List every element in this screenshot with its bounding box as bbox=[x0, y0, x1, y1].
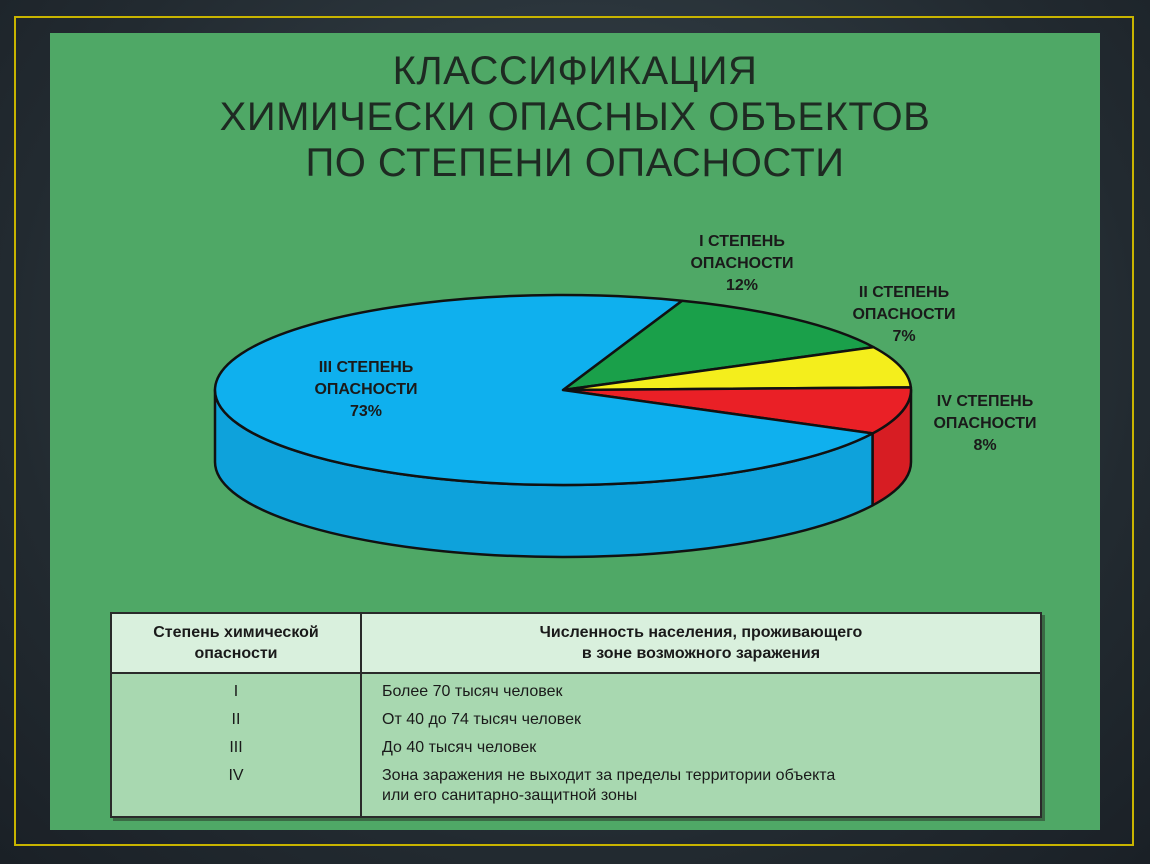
pie-label-2 bbox=[852, 284, 955, 345]
pie-label-1 bbox=[690, 233, 793, 294]
degree-cell: I bbox=[233, 683, 239, 700]
header-degree bbox=[112, 614, 361, 673]
population-cell: Более 70 тысяч человек bbox=[382, 683, 563, 700]
pie-label-3 bbox=[933, 393, 1036, 454]
population-cell bbox=[382, 762, 1040, 806]
pie-label-line: III СТЕПЕНЬ bbox=[318, 359, 414, 376]
degree-column bbox=[112, 673, 361, 816]
pie-label-line: ОПАСНОСТИ bbox=[314, 381, 418, 398]
degree-cell: IV bbox=[228, 767, 244, 784]
degree-cell: III bbox=[229, 739, 243, 756]
title-line-2: ХИМИЧЕСКИ ОПАСНЫХ ОБЪЕКТОВ bbox=[219, 95, 931, 139]
pie-label-line: 73% bbox=[349, 403, 383, 420]
population-column bbox=[361, 673, 1040, 816]
pie-label-line: I СТЕПЕНЬ bbox=[699, 233, 785, 250]
pie-label-line: ОПАСНОСТИ bbox=[933, 415, 1037, 432]
population-cell-line-2: или его санитарно-защитной зоны bbox=[382, 787, 638, 804]
pie-label-line: ОПАСНОСТИ bbox=[852, 306, 956, 323]
pie-label-line: 8% bbox=[973, 437, 997, 454]
population-cell-line-1: Зона заражения не выходит за пределы территории объекта bbox=[382, 767, 836, 784]
pie-label-line: 7% bbox=[892, 328, 916, 345]
header-degree-line-1: Степень химической bbox=[153, 624, 319, 641]
title-line-3: ПО СТЕПЕНИ ОПАСНОСТИ bbox=[305, 141, 845, 185]
header-population-line-1: Численность населения, проживающего bbox=[539, 624, 863, 641]
header-population bbox=[361, 614, 1040, 673]
pie-label-line: IV СТЕПЕНЬ bbox=[936, 393, 1034, 410]
pie-label-line: II СТЕПЕНЬ bbox=[858, 284, 950, 301]
degree-cell: II bbox=[231, 711, 241, 728]
hazard-table bbox=[110, 612, 1042, 818]
header-population-line-2: в зоне возможного заражения bbox=[581, 645, 821, 662]
population-cell: От 40 до 74 тысяч человек bbox=[382, 711, 581, 728]
title-line-1: КЛАССИФИКАЦИЯ bbox=[392, 49, 758, 93]
pie-label-line: 12% bbox=[725, 277, 759, 294]
population-cell: До 40 тысяч человек bbox=[382, 739, 537, 756]
pie-label-line: ОПАСНОСТИ bbox=[690, 255, 794, 272]
header-degree-line-2: опасности bbox=[194, 645, 278, 662]
